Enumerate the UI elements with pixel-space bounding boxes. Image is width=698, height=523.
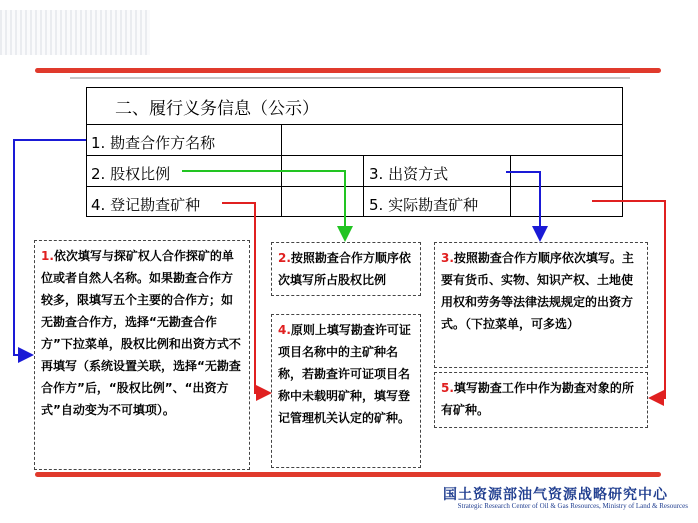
note-number: 2.: [278, 251, 291, 265]
arrow-partner-to-note1: [14, 140, 86, 355]
arrow-equity-to-note2: [182, 171, 345, 238]
note-text: 原则上填写勘查许可证项目名称中的主矿种名称，若勘查许可证项目名称中未载明矿种，填写登记管理机关认定的矿种。: [278, 323, 411, 425]
arrow-investment-to-note3: [506, 172, 540, 238]
label-equity-ratio: 2. 股权比例: [91, 165, 171, 183]
note-text: 填写勘查工作中作为勘查对象的所有矿种。: [441, 381, 634, 417]
note-text: 按照勘查合作方顺序依次填写。主要有货币、实物、知识产权、土地使用权和劳务等法律法规规定的出资方式。（下拉菜单，可多选）: [441, 251, 634, 331]
label-registered-mineral: 4. 登记勘查矿种: [91, 196, 201, 214]
footer-org-name-cn: 国土资源部油气资源战略研究中心: [443, 487, 668, 503]
footer-divider: [35, 472, 661, 477]
footer-org-name-en: Strategic Research Center of Oil & Gas Resources, Ministry of Land & Resources: [457, 502, 688, 510]
note-number: 3.: [441, 251, 454, 265]
arrow-actual-to-note5: [592, 201, 665, 398]
label-investment-method: 3. 出资方式: [369, 165, 449, 183]
note-text: 按照勘查合作方顺序依次填写所占股权比例: [278, 251, 411, 287]
table-title: 二、履行义务信息（公示）: [115, 99, 319, 119]
arrow-registered-to-note4: [222, 203, 268, 393]
label-actual-mineral: 5. 实际勘查矿种: [369, 196, 479, 214]
label-partner-name: 1. 勘查合作方名称: [91, 134, 216, 152]
note-number: 4.: [278, 323, 291, 337]
note-text: 依次填写与探矿权人合作探矿的单位或者自然人名称。如果勘查合作方较多，限填写五个主要的合作方；如无勘查合作方，选择“无勘查合作方”下拉菜单，股权比例和出资方式不再填写（系统设置关联，选择“无勘查合作方”后，“股权比例”、“出资方式”自动变为不可填项）。: [41, 249, 241, 417]
note-number: 1.: [41, 249, 54, 263]
note-number: 5.: [441, 381, 454, 395]
